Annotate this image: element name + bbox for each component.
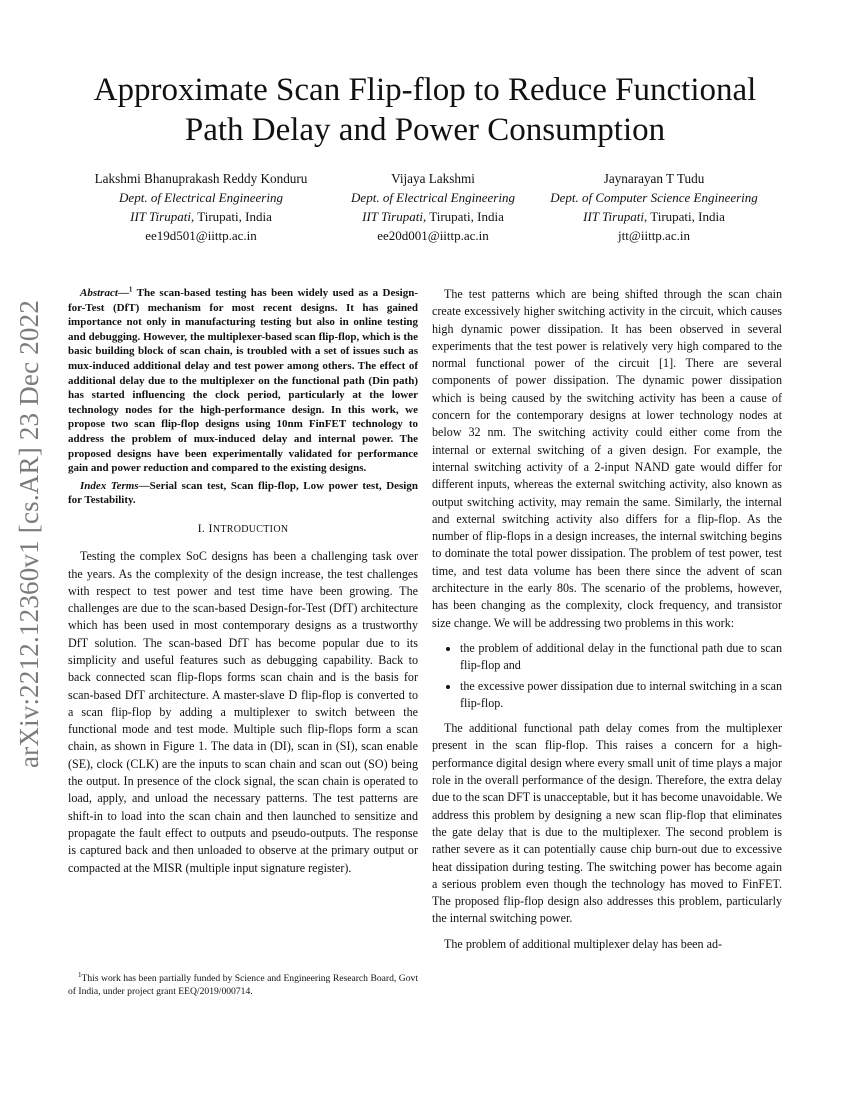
author-block-3 xyxy=(530,169,778,245)
problem-list xyxy=(432,640,782,712)
author-dept: Dept. of Electrical Engineering xyxy=(119,190,283,205)
footnote-mark: 1 xyxy=(128,285,133,294)
footnote: $^1$This work has been partially funded by Science and Engineering Research Board, Govt of India, under project grant EEQ/2019/000714. xyxy=(68,970,418,997)
author-name: Jaynarayan T Tudu xyxy=(603,171,705,186)
author-affiliation: IIT Tirupati, Tirupati, India xyxy=(583,209,725,224)
left-column xyxy=(68,286,418,877)
author-affiliation: IIT Tirupati, Tirupati, India xyxy=(362,209,504,224)
intro-paragraph: Testing the complex SoC designs has been a challenging task over the years. As the complexity of the design increase, the test challenges with respect to test power and test time have been growing. The challenges are due to the scan-based Design-for-Test (DfT) architecture which has been used in most contemporary designs as a trustworthy DfT solution. The scan-based DfT has become popular due to its simplicity and useful features such as debugging capability. Back to back connected scan flip-flops forms scan chain and is the basis for scan-based DfT architecture. A master-slave D flip-flop is converted to a scan flip-flop by adding a multiplexer to switch between the functional mode and test mode. Multiple such flip-flops form a scan chain, as shown in Figure 1. The data in (DI), scan in (SI), scan enable (SE), clock (CLK) are the inputs to scan chain and scan out (SO) being the output. In presence of the clock signal, the scan chain is operated to load, apply, and unload the necessary patterns. The test patterns are shift-in to load into the scan chain and then launched to sensitize and propagate the fault effect to outputs and pseudo-outputs. The response is captured back and then unloaded to observe at the primary output or compacted at the MISR (multiple input signature register). xyxy=(68,549,418,875)
author-dept: Dept. of Computer Science Engineering xyxy=(550,190,758,205)
abstract-text: The scan-based testing has been widely used as a Design-for-Test (DfT) mechanism for most recent designs. It has gained importance not only in manufacturing testing but also in online testing and debugging. However, the multiplexer-based scan flip-flop, which is the basic building block of scan chain, is troubled with a set of issues such as mux-induced additional delay and test power among others. The effect of additional delay due to the multiplexer on the functional path (Din path) has started influencing the clock period, particularly at the lower technology nodes for the high-performance design. In this work, we propose two scan flip-flop designs using 10nm FinFET technology to address the problem of mux-induced delay and internal power. The proposed designs have been experimentally validated for performance gain and power reduction and compared to the existing designs. xyxy=(68,287,418,475)
abstract-label: Abstract xyxy=(80,287,118,299)
body-paragraph-1: The test patterns which are being shifted through the scan chain create excessively higher switching activity in the circuit, which causes high dynamic power dissipation. It has been observed in several experiments that the test power is relatively very high compared to the normal functional power of the circuit [1]. There are several components of power dissipation. The dynamic power dissipation which is being caused by the switching activity has been a cause of concern for the contemporary designs at lower technology nodes at below 32 nm. The switching activity could either come from the internal or external switching of a given design. For example, the internal switching activity of a 2-input NAND gate would differ for different inputs, whereas the external switching activity, also known as output switching activity, may remain the same. Similarly, the internal and external switching activity also differs for a flip-flop. As the number of flip-flops in a design increases, the internal switching begins to dominate the total power dissipation. The problem of test power, test time, and test data volume has been there since the advent of scan architecture in the early 80s. The scenario of the problems, however, has been changing as the complexity, clock frequency, and transistor size change. We will be addressing two problems in this work: xyxy=(432,287,782,630)
author-name: Vijaya Lakshmi xyxy=(391,171,475,186)
index-terms-text: —Serial scan test, Scan flip-flop, Low power test, Design for Testability. xyxy=(68,479,418,507)
list-item: • the excessive power dissipation due to internal switching in a scan flip-flop. xyxy=(460,678,782,713)
body-paragraph-2: The additional functional path delay comes from the multiplexer present in the scan flip-flop. This raises a concern for a high-performance digital design where every small unit of time plays a major role in the overall performance of the design. Therefore, the extra delay due to the scan DFT is unacceptable, but it has become unavoidable. We address this problem by designing a new scan flip-flop that eliminates the gate delay that is due to the multiplexer. The second problem is rather severe as it can potentially cause chip burn-out due to excessive heat dissipation during testing. The switching power has become again a serious problem even though the technology has moved to FinFET. The proposed flip-flop design also addresses this problem, particularly the internal switching power. xyxy=(432,721,782,926)
author-email: ee19d501@iittp.ac.in xyxy=(145,228,257,243)
list-item: • the problem of additional delay in the functional path due to scan flip-flop and xyxy=(460,640,782,675)
author-affiliation: IIT Tirupati, Tirupati, India xyxy=(130,209,272,224)
abstract: Abstract—$^1$ The scan-based testing has been widely used as a Design-for-Test (DfT) mechanism for most recent designs. It has gained importance not only in manufacturing testing but also in online testing and debugging. However, the multiplexer-based scan flip-flop, which is the basic building block of scan chain, is troubled with a set of issues such as mux-induced additional delay and test power among others. The effect of additional delay due to the multiplexer on the functional path (Din path) has started influencing the clock period, particularly at the lower technology nodes for the high-performance design. In this work, we propose two scan flip-flop designs using 10nm FinFET technology to address the problem of mux-induced delay and internal power. The proposed designs have been experimentally validated for performance gain and power reduction and compared to the existing designs. Index Terms—Serial scan test, Scan flip-flop, Low power test, Design for Testability. xyxy=(68,285,418,507)
section-heading: I. INTRODUCTION xyxy=(197,520,289,535)
author-block-2 xyxy=(338,169,528,245)
author-email: jtt@iittp.ac.in xyxy=(618,228,690,243)
body-paragraph-3: The problem of additional multiplexer delay has been ad- xyxy=(444,936,723,951)
arxiv-identifier: arXiv:2212.12360v1 [cs.AR] 23 Dec 2022 xyxy=(14,299,44,768)
paper-title: Approximate Scan Flip-flop to Reduce Functional Path Delay and Power Consumption xyxy=(93,72,757,148)
author-block-1 xyxy=(70,169,332,245)
author-dept: Dept. of Electrical Engineering xyxy=(351,190,515,205)
index-terms-label: Index Terms xyxy=(80,479,139,492)
right-column xyxy=(432,286,782,953)
author-name: Lakshmi Bhanuprakash Reddy Konduru xyxy=(94,171,308,186)
author-email: ee20d001@iittp.ac.in xyxy=(377,228,489,243)
